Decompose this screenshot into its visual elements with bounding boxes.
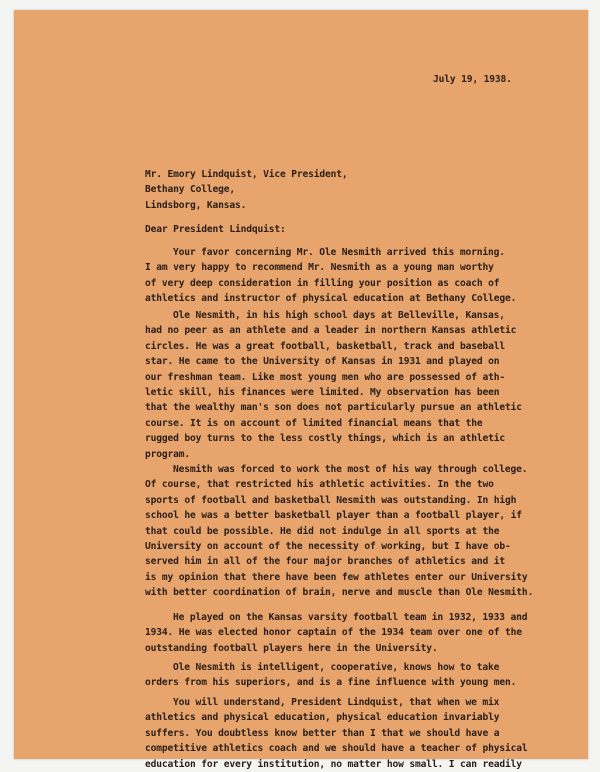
paragraph-line: program. xyxy=(145,448,191,460)
paragraph-5 xyxy=(145,660,516,691)
paragraph-line: star. He came to the University of Kansas in 1931 and played on xyxy=(145,356,500,368)
paragraph-line: had no peer as an athlete and a leader in northern Kansas athletic xyxy=(145,325,517,337)
paragraph-line: circles. He was a great football, basketball, track and baseball xyxy=(145,340,506,352)
paragraph-line: You will understand, President Lindquist, that when we mix xyxy=(173,697,500,708)
paragraph-line: letic skill, his finances were limited. My observation has been xyxy=(145,386,500,398)
paragraph-line: 1934. He was elected honor captain of the 1934 team over one of the xyxy=(145,627,522,639)
address-line: Bethany College, xyxy=(145,184,236,196)
paragraph-line: competitive athletics coach and we should have a teacher of physical xyxy=(145,743,528,755)
date-text: July 19, 1938. xyxy=(433,74,512,85)
paragraph-line: school he was a better basketball player than a football player, if xyxy=(145,510,522,522)
inside-address xyxy=(145,167,348,213)
paragraph-line: that the wealthy man's son does not particularly pursue an athletic xyxy=(145,402,522,414)
paragraph-line: is my opinion that there have been few athletes enter our University xyxy=(145,571,528,583)
letter-date xyxy=(433,72,512,87)
address-line: Mr. Emory Lindquist, Vice President, xyxy=(145,169,348,180)
paragraph-line: Of course, that restricted his athletic activities. In the two xyxy=(145,479,494,491)
paragraph-line: that could be possible. He did not indulge in all sports at the xyxy=(145,525,500,537)
paragraph-3 xyxy=(145,462,533,601)
paragraph-2 xyxy=(145,308,522,462)
paragraph-line: education for every institution, no matter how small. I can readily xyxy=(145,758,522,770)
paragraph-line: of very deep consideration in filling your position as coach of xyxy=(145,277,500,289)
paragraph-line: rugged boy turns to the less costly things, which is an athletic xyxy=(145,433,506,445)
paragraph-line: orders from his superiors, and is a fine influence with young men. xyxy=(145,677,517,689)
paragraph-line: Ole Nesmith, in his high school days at Belleville, Kansas, xyxy=(173,310,505,321)
paragraph-line: athletics and physical education, physical education invariably xyxy=(145,712,500,724)
paragraph-line: outstanding football players here in the University. xyxy=(145,642,438,654)
paragraph-line: served him in all of the four major branches of athletics and it xyxy=(145,556,506,568)
salutation xyxy=(145,222,286,237)
paragraph-1 xyxy=(145,245,516,307)
paragraph-line: I am very happy to recommend Mr. Nesmith as a young man worthy xyxy=(145,262,494,274)
paragraph-6 xyxy=(145,695,528,772)
paragraph-line: sports of football and basketball Nesmith was outstanding. In high xyxy=(145,494,517,506)
paragraph-line: Ole Nesmith is intelligent, cooperative, knows how to take xyxy=(173,662,500,673)
paragraph-line: University on account of the necessity of working, but I have ob- xyxy=(145,540,511,552)
paragraph-line: course. It is on account of limited financial means that the xyxy=(145,417,483,429)
address-line: Lindsborg, Kansas. xyxy=(145,199,247,211)
paragraph-line: Your favor concerning Mr. Ole Nesmith arrived this morning. xyxy=(173,247,505,258)
paragraph-line: He played on the Kansas varsity football team in 1932, 1933 and xyxy=(173,612,528,623)
paragraph-line: our freshman team. Like most young men who are possessed of ath- xyxy=(145,371,506,383)
paragraph-line: athletics and instructor of physical education at Bethany College. xyxy=(145,293,517,305)
salutation-text: Dear President Lindquist: xyxy=(145,224,286,235)
paragraph-line: Nesmith was forced to work the most of his way through college. xyxy=(173,464,528,475)
paragraph-line: with better coordination of brain, nerve and muscle than Ole Nesmith. xyxy=(145,587,534,599)
paragraph-4 xyxy=(145,610,527,656)
paragraph-line: suffers. You doubtless know better than I that we should have a xyxy=(145,727,500,739)
